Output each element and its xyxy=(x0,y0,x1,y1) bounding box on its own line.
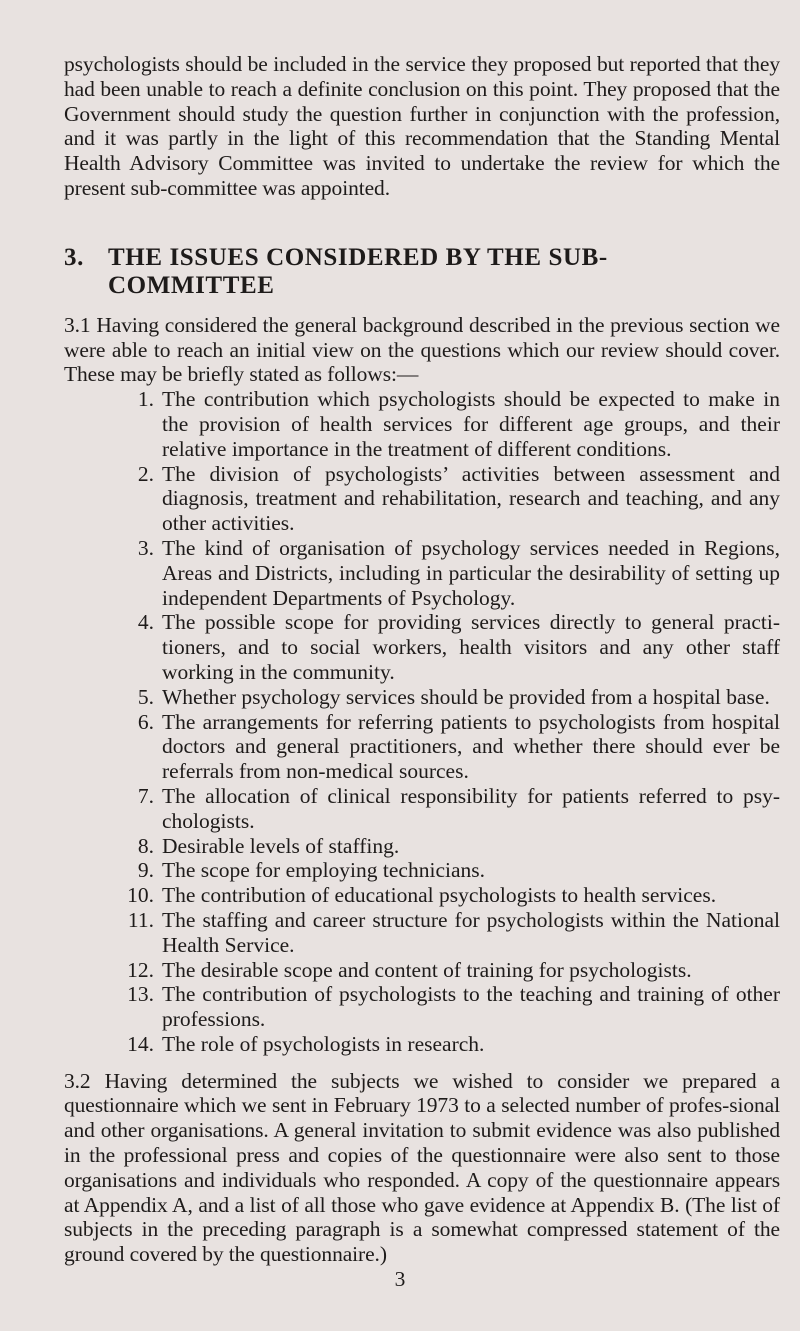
item-number: 8. xyxy=(137,833,154,858)
intro-paragraph: psychologists should be included in the service they proposed but reported that they had been unable to reach a definite conclusion on this point. They proposed that the Government should study the question further in conjunction with the profession, and it was partly in the light of this recommendation that the Standing Mental Health Advisory Committee was invited to undertake the review for which the present sub-committee was appointed. xyxy=(64,52,780,200)
list-item xyxy=(64,1032,780,1057)
item-number: 9. xyxy=(137,858,154,883)
item-text: The desirable scope and content of training for psychologists. xyxy=(162,957,692,982)
item-text: The possible scope for providing services directly to general practi-tioners, and to social workers, health visitors and any other staff working in the community. xyxy=(162,610,780,684)
list-item xyxy=(64,685,780,710)
list-item xyxy=(64,958,780,983)
item-text: The contribution which psychologists should be expected to make in the provision of health services for different age groups, and their relative importance in the treatment of different conditions. xyxy=(162,387,780,461)
list-item xyxy=(64,908,780,958)
list-item xyxy=(64,982,780,1032)
item-text: The staffing and career structure for psychologists within the National Health Service. xyxy=(162,907,780,957)
section-number: 3. xyxy=(64,243,84,271)
item-number: 3. xyxy=(137,535,154,560)
item-text: The contribution of psychologists to the teaching and training of other professions. xyxy=(162,982,780,1032)
item-text: The contribution of educational psychologists to health services. xyxy=(162,883,717,908)
item-text: Whether psychology services should be provided from a hospital base. xyxy=(162,684,770,709)
item-number: 6. xyxy=(137,709,154,734)
section-heading xyxy=(64,244,780,300)
item-number: 13. xyxy=(127,982,154,1007)
list-item xyxy=(64,462,780,536)
item-number: 2. xyxy=(137,461,154,486)
item-number: 12. xyxy=(127,957,154,982)
list-item xyxy=(64,784,780,834)
item-text: The allocation of clinical responsibility for patients referred to psy-chologists. xyxy=(162,783,780,833)
item-number: 7. xyxy=(137,783,154,808)
item-text: Desirable levels of staffing. xyxy=(162,833,400,858)
section-title: THE ISSUES CONSIDERED BY THE SUB-COMMITTEE xyxy=(108,243,608,299)
paragraph-3-1: 3.1 Having considered the general background described in the previous section we were able to reach an initial view on the questions which our review should cover. These may be briefly stated as follows:— xyxy=(64,312,780,387)
list-item xyxy=(64,858,780,883)
list-item xyxy=(64,710,780,784)
item-text: The division of psychologists’ activities between assessment and diagnosis, treatment and rehabilitation, research and teaching, and any other activities. xyxy=(162,461,780,536)
issues-list xyxy=(64,387,780,1057)
item-text: The arrangements for referring patients to psychologists from hospital doctors and general practitioners, and whether there should ever be referrals from non-medical sources. xyxy=(162,709,780,784)
item-number: 11. xyxy=(127,907,154,932)
paragraph-3-2: 3.2 Having determined the subjects we wished to consider we prepared a questionnaire which we sent in February 1973 to a selected number of profes-sional and other organisations. A general invitation to submit evidence was also published in the professional press and copies of the questionnaire were also sent to those organisations and individuals who responded. A copy of the questionnaire appears at Appendix A, and a list of all those who gave evidence at Appendix B. (The list of subjects in the preceding paragraph is a somewhat compressed statement of the ground covered by the questionnaire.) xyxy=(64,1068,780,1267)
item-text: The role of psychologists in research. xyxy=(162,1031,485,1056)
item-number: 4. xyxy=(137,610,154,635)
list-item xyxy=(64,834,780,859)
item-text: The scope for employing technicians. xyxy=(162,858,485,883)
item-number: 5. xyxy=(137,684,154,709)
list-item xyxy=(64,883,780,908)
item-text: The kind of organisation of psychology services needed in Regions, Areas and Districts, including in particular the desirability of setting up independent Departments of Psychology. xyxy=(162,535,780,610)
item-number: 1. xyxy=(137,387,154,412)
list-item xyxy=(64,610,780,684)
list-item xyxy=(64,387,780,461)
item-number: 10. xyxy=(127,883,154,908)
list-item xyxy=(64,536,780,610)
page-number: 3 xyxy=(394,1267,406,1292)
item-number: 14. xyxy=(127,1031,154,1056)
